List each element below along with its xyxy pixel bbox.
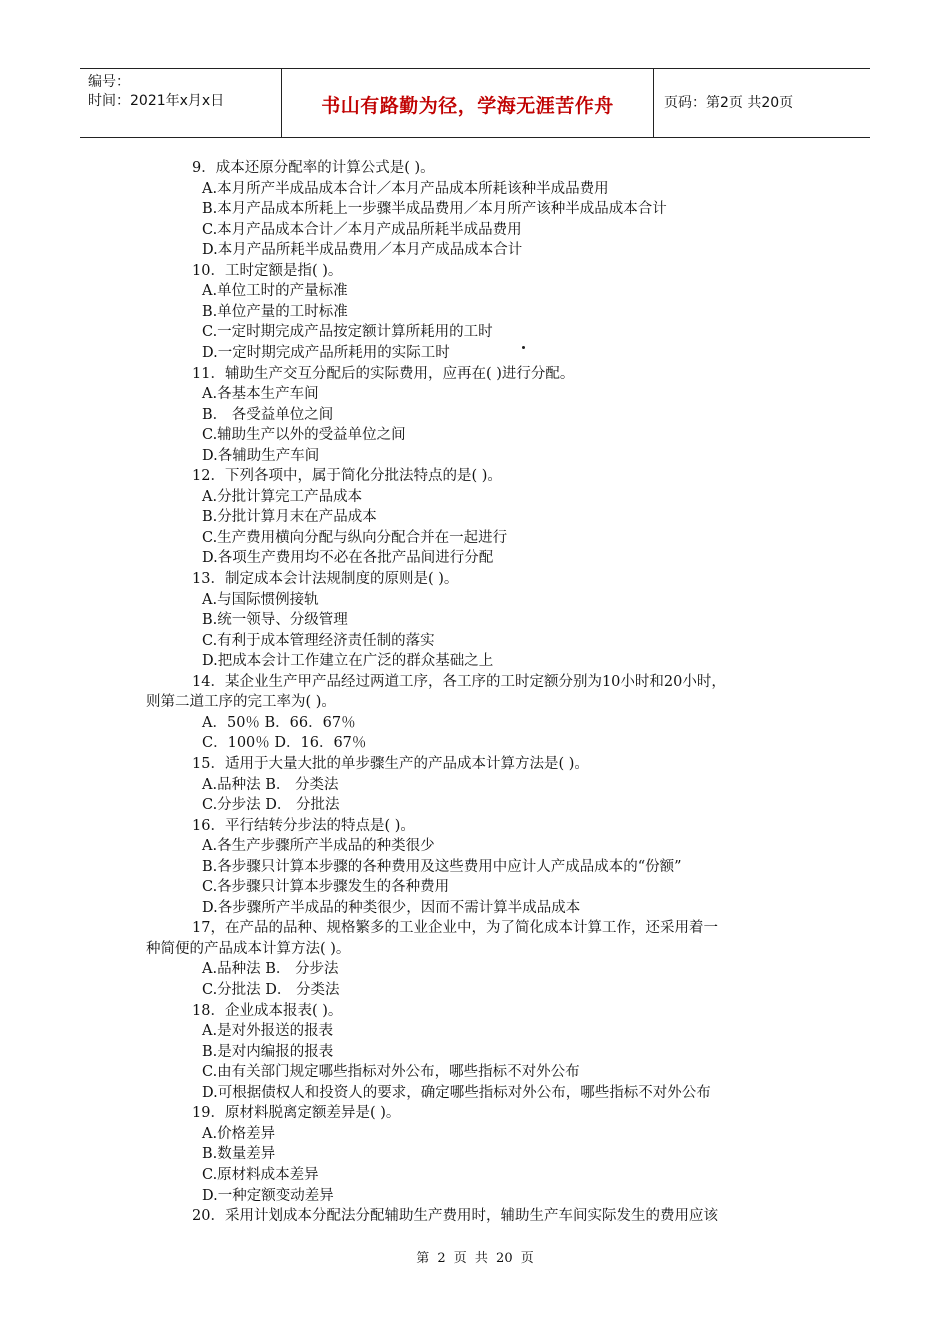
answer-option: D.一定时期完成产品所耗用的实际工时 xyxy=(202,345,450,361)
page-header xyxy=(80,68,870,138)
answer-option: B.是对内编报的报表 xyxy=(202,1044,334,1060)
header-meta xyxy=(80,69,282,137)
answer-option: D.本月产品所耗半成品费用／本月产成品成本合计 xyxy=(202,242,523,258)
answer-option: B.本月产品成本所耗上一步骤半成品费用／本月所产该种半成品成本合计 xyxy=(202,201,667,217)
question-text: 19．原材料脱离定额差异是( )。 xyxy=(192,1105,401,1121)
answer-option: C.辅助生产以外的受益单位之间 xyxy=(202,427,406,443)
answer-option: A．50％ B．66．67％ xyxy=(202,715,356,731)
question-text: 18．企业成本报表( )。 xyxy=(192,1003,343,1019)
question-continuation: 种简便的产品成本计算方法( )。 xyxy=(146,941,351,957)
answer-option: D.各项生产费用均不必在各批产品间进行分配 xyxy=(202,550,494,566)
answer-option: C.由有关部门规定哪些指标对外公布，哪些指标不对外公布 xyxy=(202,1064,580,1080)
answer-option: D.各步骤所产半成品的种类很少，因而不需计算半成品成本 xyxy=(202,900,581,916)
stray-dot xyxy=(522,346,525,349)
answer-option: B.分批计算月末在产品成本 xyxy=(202,509,377,525)
question-text: 9．成本还原分配率的计算公式是( )。 xyxy=(192,160,435,176)
answer-option: A.与国际惯例接轨 xyxy=(202,592,319,608)
page-footer: 第 2 页 共 20 页 xyxy=(416,1251,534,1266)
answer-option: A.是对外报送的报表 xyxy=(202,1023,334,1039)
answer-option: B.数量差异 xyxy=(202,1146,276,1162)
answer-option: C.一定时期完成产品按定额计算所耗用的工时 xyxy=(202,324,493,340)
header-motto: 书山有路勤为径，学海无涯苦作舟 xyxy=(321,95,614,117)
question-text: 11．辅助生产交互分配后的实际费用，应再在( )进行分配。 xyxy=(192,366,575,382)
question-text: 12．下列各项中，属于简化分批法特点的是( )。 xyxy=(192,468,502,484)
answer-option: D.可根据债权人和投资人的要求，确定哪些指标对外公布，哪些指标不对外公布 xyxy=(202,1085,711,1101)
answer-option: B． 各受益单位之间 xyxy=(202,407,334,423)
question-text: 20．采用计划成本分配法分配辅助生产费用时，辅助生产车间实际发生的费用应该 xyxy=(192,1208,718,1224)
answer-option: C.有利于成本管理经济责任制的落实 xyxy=(202,633,435,649)
answer-option: A.品种法 B． 分步法 xyxy=(202,961,339,977)
question-text: 13．制定成本会计法规制度的原则是( )。 xyxy=(192,571,459,587)
answer-option: A.分批计算完工产品成本 xyxy=(202,489,363,505)
answer-option: C．100％ D．16．67％ xyxy=(202,735,367,751)
answer-option: C.分步法 D． 分批法 xyxy=(202,797,340,813)
answer-option: B.单位产量的工时标准 xyxy=(202,304,348,320)
answer-option: C.生产费用横向分配与纵向分配合并在一起进行 xyxy=(202,530,508,546)
answer-option: A.本月所产半成品成本合计／本月产品成本所耗该种半成品费用 xyxy=(202,181,609,197)
answer-option: A.各基本生产车间 xyxy=(202,386,319,402)
document-number-label: 编号： xyxy=(88,74,130,90)
header-motto-cell xyxy=(282,69,654,137)
answer-option: A.单位工时的产量标准 xyxy=(202,283,348,299)
answer-option: C.原材料成本差异 xyxy=(202,1167,319,1183)
answer-option: C.本月产品成本合计／本月产成品所耗半成品费用 xyxy=(202,222,522,238)
question-text: 17，在产品的品种、规格繁多的工业企业中，为了简化成本计算工作，还采用着一 xyxy=(192,920,718,936)
answer-option: A.品种法 B． 分类法 xyxy=(202,777,339,793)
answer-option: A.各生产步骤所产半成品的种类很少 xyxy=(202,838,435,854)
answer-option: D.一种定额变动差异 xyxy=(202,1188,334,1204)
question-text: 16．平行结转分步法的特点是( )。 xyxy=(192,818,415,834)
answer-option: B.统一领导、分级管理 xyxy=(202,612,348,628)
answer-option: C.分批法 D． 分类法 xyxy=(202,982,340,998)
header-page-info: 页码：第2页 共20页 xyxy=(664,95,794,111)
question-continuation: 则第二道工序的完工率为( )。 xyxy=(146,694,336,710)
answer-option: A.价格差异 xyxy=(202,1126,276,1142)
document-date: 时间：2021年x月x日 xyxy=(88,93,225,109)
question-text: 14．某企业生产甲产品经过两道工序，各工序的工时定额分别为10小时和20小时， xyxy=(192,674,726,690)
answer-option: B.各步骤只计算本步骤的各种费用及这些费用中应计人产成品成本的“份额” xyxy=(202,859,682,875)
answer-option: C.各步骤只计算本步骤发生的各种费用 xyxy=(202,879,450,895)
question-text: 10．工时定额是指( )。 xyxy=(192,263,343,279)
question-text: 15．适用于大量大批的单步骤生产的产品成本计算方法是( )。 xyxy=(192,756,589,772)
answer-option: D.把成本会计工作建立在广泛的群众基础之上 xyxy=(202,653,494,669)
answer-option: D.各辅助生产车间 xyxy=(202,448,320,464)
